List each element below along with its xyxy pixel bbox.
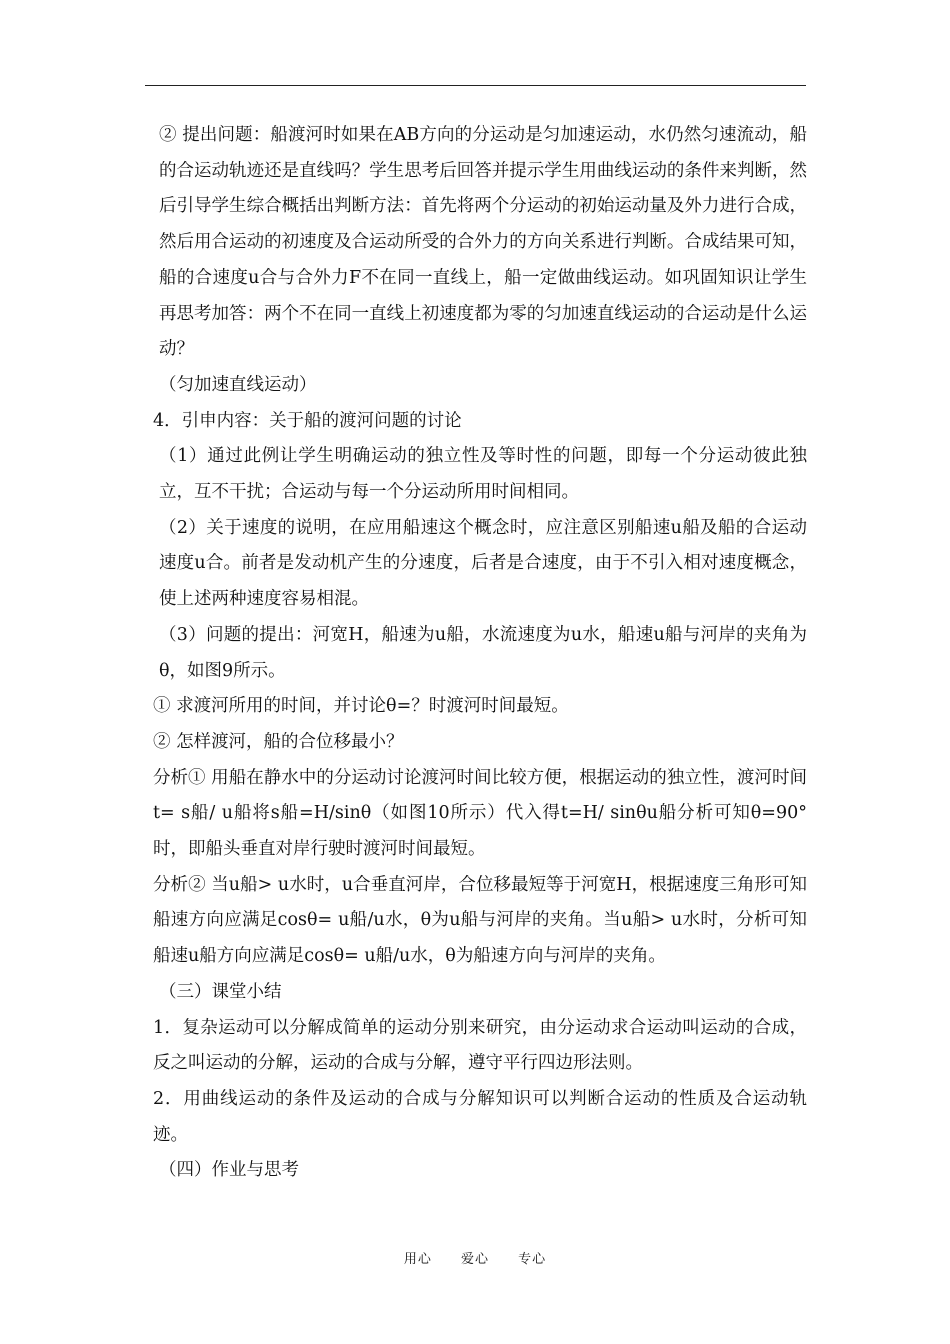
summary-point-1: 1．复杂运动可以分解成简单的运动分别来研究，由分运动求合运动叫运动的合成，反之叫运动的分解，运动的合成与分解，遵守平行四边形法则。 [153, 1017, 807, 1074]
footer-right-text: 专心 [518, 1252, 547, 1267]
paragraph-point-3: （3）问题的提出：河宽H，船速为u船，水流速度为u水，船速u船与河岸的夹角为θ，如图9所示。 [159, 624, 807, 681]
analysis-1: 分析① 用船在静水中的分运动讨论渡河时间比较方便，根据运动的独立性，渡河时间t= s船/ u船将s船=H/sinθ（如图10所示）代入得t=H/ sinθu船分析可知θ=90°时，即船头垂直对岸行驶时渡河时间最短。 [153, 767, 807, 860]
page-footer [0, 1248, 950, 1267]
header-rule [145, 85, 806, 86]
paragraph-point-1: （1）通过此例让学生明确运动的独立性及等时性的问题，即每一个分运动彼此独立，互不干扰；合运动与每一个分运动所用时间相同。 [159, 446, 807, 503]
summary-point-2: 2．用曲线运动的条件及运动的合成与分解知识可以判断合运动的性质及合运动轨迹。 [153, 1088, 807, 1145]
analysis-2: 分析② 当u船> u水时，u合垂直河岸，合位移最短等于河宽H，根据速度三角形可知船速方向应满足cosθ= u船/u水，θ为u船与河岸的夹角。当u船> u水时，分析可知船速u船方向应满足cosθ= u船/u水，θ为船速方向与河岸的夹角。 [153, 874, 807, 967]
footer-left-text: 用心 [403, 1252, 432, 1267]
paragraph-question: ② 提出问题：船渡河时如果在AB方向的分运动是匀加速运动，水仍然匀速流动，船的合运动轨迹还是直线吗？学生思考后回答并提示学生用曲线运动的条件来判断，然后引导学生综合概括出判断方法：首先将两个分运动的初始运动量及外力进行合成，然后用合运动的初速度及合运动所受的合外力的方向关系进行判断。合成结果可知，船的合速度u合与合外力F不在同一直线上，船一定做曲线运动。如巩固知识让学生再思考加答：两个不在同一直线上初速度都为零的匀加速直线运动的合运动是什么运动？ [159, 125, 807, 360]
section-heading-extension: 4．引申内容：关于船的渡河问题的讨论 [153, 410, 462, 431]
section-heading-homework: （四）作业与思考 [159, 1160, 299, 1181]
paragraph-answer: （匀加速直线运动） [159, 374, 317, 395]
footer-middle-text: 爱心 [460, 1252, 489, 1267]
document-body [145, 118, 807, 1189]
paragraph-point-2: （2）关于速度的说明，在应用船速这个概念时，应注意区别船速u船及船的合运动速度u合。前者是发动机产生的分速度，后者是合速度，由于不引入相对速度概念，使上述两种速度容易相混。 [159, 517, 807, 610]
question-2: ② 怎样渡河，船的合位移最小？ [153, 731, 404, 752]
question-1: ① 求渡河所用的时间，并讨论θ=？时渡河时间最短。 [153, 696, 569, 717]
section-heading-summary: （三）课堂小结 [159, 981, 282, 1002]
